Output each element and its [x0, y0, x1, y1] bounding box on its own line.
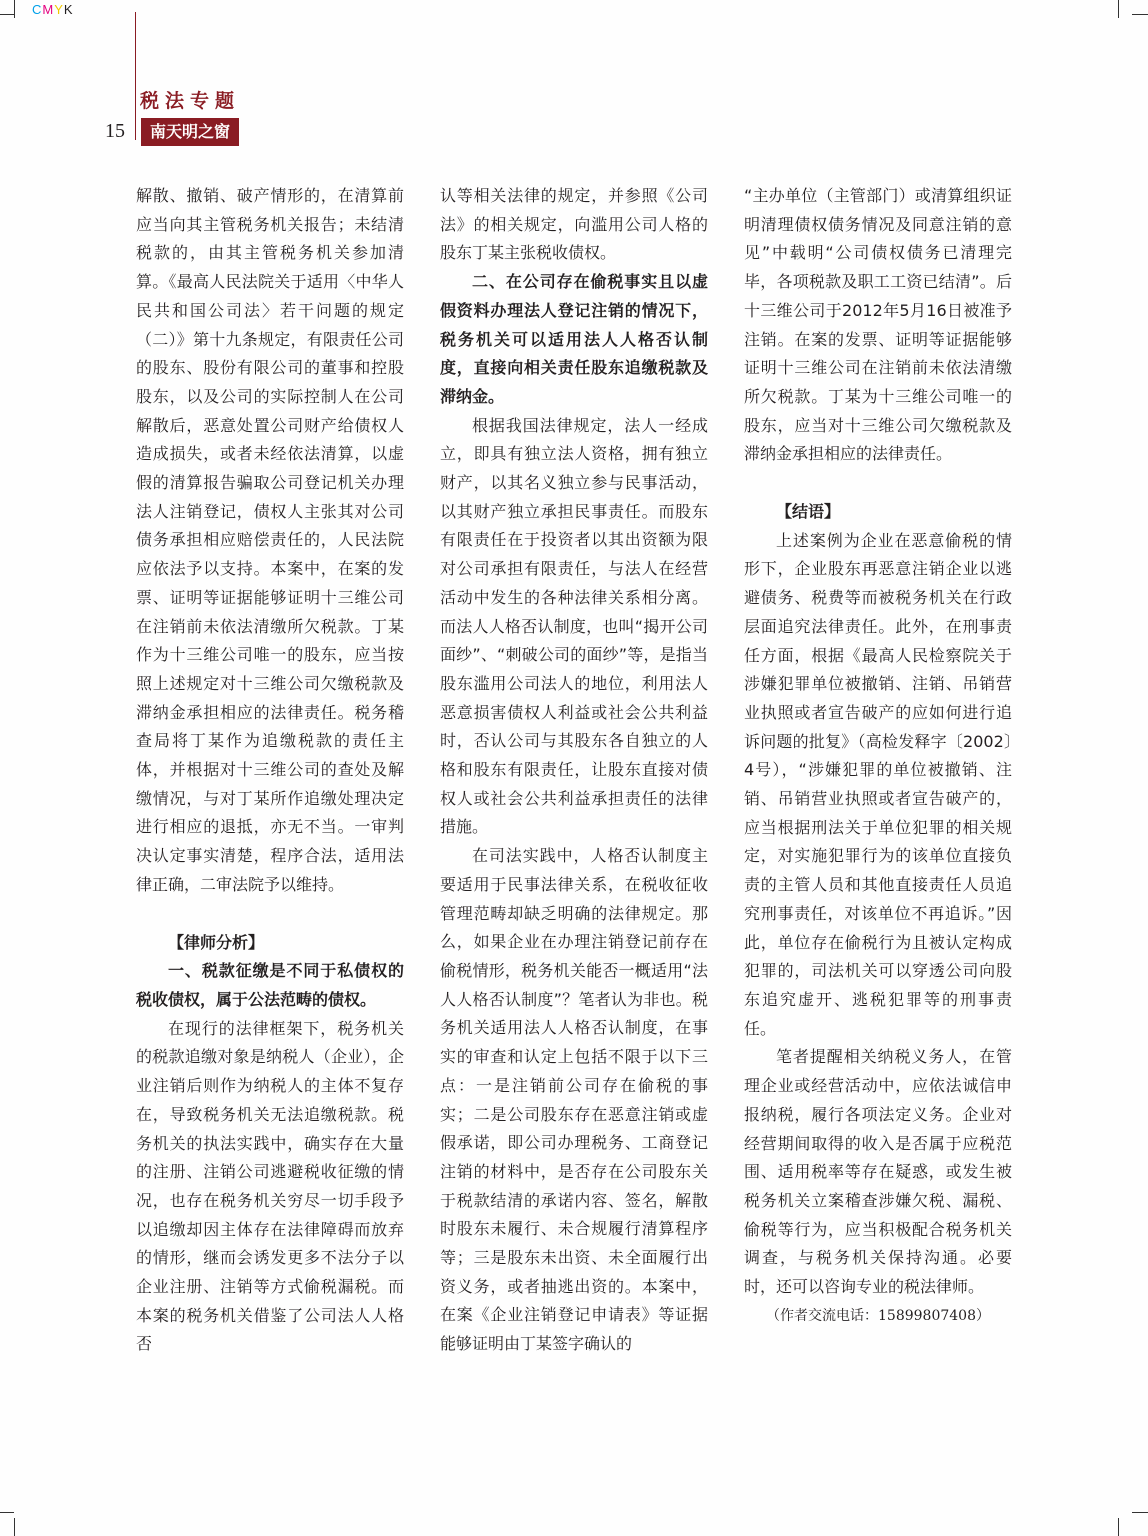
- crop-mark: [1132, 1512, 1148, 1513]
- crop-mark: [14, 1518, 15, 1536]
- color-mark-c: C: [32, 2, 43, 17]
- paragraph: 认等相关法律的规定，并参照《公司法》的相关规定，向滥用公司人格的股东丁某主张税收债权。: [440, 186, 708, 263]
- subheading: 二、在公司存在偷税事实且以虚假资料办理法人登记注销的情况下，税务机关可以适用法人人格否认制度，直接向相关责任股东追缴税款及滞纳金。: [440, 272, 708, 406]
- color-mark-y: Y: [54, 2, 64, 17]
- paragraph: “主办单位（主管部门）或清算组织证明清理债权债务情况及同意注销的意见”中载明“公司债权债务已清理完毕，各项税款及职工工资已结清”。后十三维公司于2012年5月16日被准予注销。在案的发票、证明等证据能够证明十三维公司在注销前未依法清缴所欠税款。丁某为十三维公司唯一的股东，应当对十三维公司欠缴税款及滞纳金承担相应的法律责任。: [744, 186, 1012, 464]
- author-contact-note: （作者交流电话：15899807408）: [766, 1307, 990, 1324]
- crop-mark: [1118, 0, 1119, 18]
- crop-mark: [0, 1512, 14, 1513]
- column-3: [744, 182, 1012, 1330]
- section-heading: 【结语】: [776, 502, 841, 522]
- color-marks: [32, 2, 74, 17]
- crop-mark: [1132, 14, 1148, 15]
- color-mark-m: M: [42, 2, 55, 17]
- paragraph: 根据我国法律规定，法人一经成立，即具有独立法人资格，拥有独立财产，以其名义独立参与民事活动，以其财产独立承担民事责任。而股东有限责任在于投资者以其出资额为限对公司承担有限责任，与法人在经营活动中发生的各种法律关系相分离。而法人人格否认制度，也叫“揭开公司面纱”、“刺破公司的面纱”等，是指当股东滥用公司法人的地位，利用法人恶意损害债权人利益或社会公共利益时，否认公司与其股东各自独立的人格和股东有限责任，让股东直接对债权人或社会公共利益承担责任的法律措施。: [440, 415, 708, 837]
- paragraph: 在现行的法律框架下，税务机关的税款追缴对象是纳税人（企业），企业注销后则作为纳税人的主体不复存在，导致税务机关无法追缴税款。税务机关的执法实践中，确实存在大量的注册、注销公司逃避税收征缴的情况，也存在税务机关穷尽一切手段予以追缴却因主体存在法律障碍而放弃的情形，继而会诱发更多不法分子以企业注册、注销等方式偷税漏税。而本案的税务机关借鉴了公司法人人格否: [136, 1018, 404, 1354]
- color-mark-k: K: [63, 2, 74, 17]
- paragraph: 笔者提醒相关纳税义务人，在管理企业或经营活动中，应依法诚信申报纳税，履行各项法定义务。企业对经营期间取得的收入是否属于应税范围、适用税率等存在疑惑，或发生被税务机关立案稽查涉嫌欠税、漏税、偷税等行为，应当积极配合税务机关调查，与税务机关保持沟通。必要时，还可以咨询专业的税法律师。: [744, 1047, 1012, 1297]
- page-number: 15: [105, 120, 125, 142]
- paragraph: 解散、撤销、破产情形的，在清算前应当向其主管税务机关报告；未结清税款的，由其主管税务机关参加清算。《最高人民法院关于适用〈中华人民共和国公司法〉若干问题的规定（二）》第十九条规定，有限责任公司的股东、股份有限公司的董事和控股股东，以及公司的实际控制人在公司解散后，恶意处置公司财产给债权人造成损失，或者未经依法清算，以虚假的清算报告骗取公司登记机关办理法人注销登记，债权人主张其对公司债务承担相应赔偿责任的，人民法院应依法予以支持。本案中，在案的发票、证明等证据能够证明十三维公司在注销前未依法清缴所欠税款。丁某作为十三维公司唯一的股东，应当按照上述规定对十三维公司欠缴税款及滞纳金承担相应的法律责任。税务稽查局将丁某作为追缴税款的责任主体，并根据对十三维公司的查处及解缴情况，与对丁某所作追缴处理决定进行相应的退抵，亦无不当。一审判决认定事实清楚，程序合法，适用法律正确，二审法院予以维持。: [136, 186, 404, 894]
- paragraph: 在司法实践中，人格否认制度主要适用于民事法律关系，在税收征收管理范畴却缺乏明确的法律规定。那么，如果企业在办理注销登记前存在偷税情形，税务机关能否一概适用“法人人格否认制度”？笔者认为非也。税务机关适用法人人格否认制度，在事实的审查和认定上包括不限于以下三点：一是注销前公司存在偷税的事实；二是公司股东存在恶意注销或虚假承诺，即公司办理税务、工商登记注销的材料中，是否存在公司股东关于税款结清的承诺内容、签名，解散时股东未履行、未合规履行清算程序等；三是股东未出资、未全面履行出资义务，或者抽逃出资的。本案中，在案《企业注销登记申请表》等证据能够证明由丁某签字确认的: [440, 846, 708, 1354]
- column-name: 南天明之窗: [141, 118, 239, 146]
- crop-mark: [1118, 1518, 1119, 1536]
- header-divider: [135, 12, 136, 140]
- subheading: 一、税款征缴是不同于私债权的税收债权，属于公法范畴的债权。: [136, 961, 404, 1009]
- crop-mark: [0, 14, 14, 15]
- section-heading: 【律师分析】: [168, 932, 265, 952]
- column-2: [440, 182, 708, 1359]
- crop-mark: [14, 0, 15, 18]
- paragraph: 上述案例为企业在恶意偷税的情形下，企业股东再恶意注销企业以逃避债务、税费等而被税务机关在行政层面追究法律责任。此外，在刑事责任方面，根据《最高人民检察院关于涉嫌犯罪单位被撤销、注销、吊销营业执照或者宣告破产的应如何进行追诉问题的批复》（高检发释字〔2002〕4号），“涉嫌犯罪的单位被撤销、注销、吊销营业执照或者宣告破产的，应当根据刑法关于单位犯罪的相关规定，对实施犯罪行为的该单位直接负责的主管人员和其他直接责任人员追究刑事责任，对该单位不再追诉。”因此，单位存在偷税行为且被认定构成犯罪的，司法机关可以穿透公司向股东追究虚开、逃税犯罪等的刑事责任。: [744, 530, 1012, 1038]
- section-title: 税法专题: [140, 90, 241, 112]
- column-1: [136, 182, 404, 1359]
